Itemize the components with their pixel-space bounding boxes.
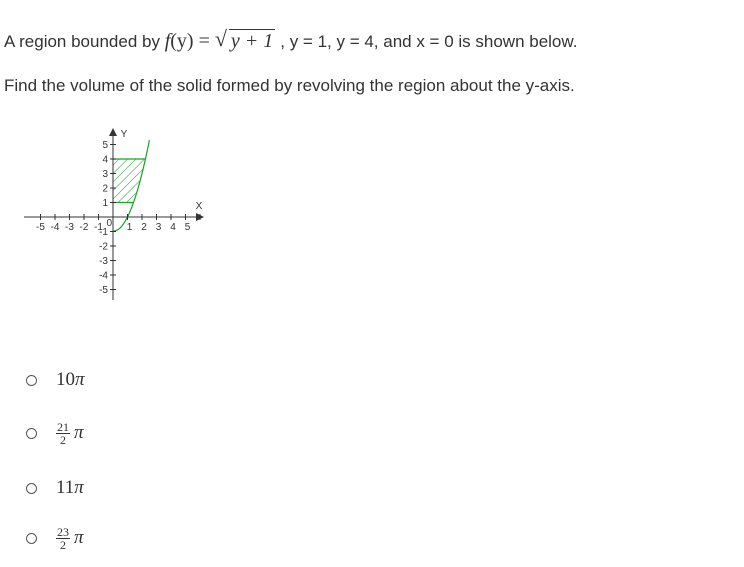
y-tick-label: -4: [99, 270, 108, 282]
x-tick-label: -5: [36, 222, 45, 233]
answer-option-3[interactable]: [26, 477, 84, 499]
option-value: [56, 421, 84, 446]
y-tick-label: 3: [102, 169, 108, 180]
answer-option-4[interactable]: [26, 526, 84, 551]
pi-symbol: π: [74, 477, 84, 498]
y-tick-label: -1: [99, 227, 108, 238]
pi-symbol: π: [75, 369, 85, 390]
x-tick-label: -3: [65, 222, 74, 233]
question-prefix: A region bounded by: [4, 32, 160, 51]
option-coefficient: 10: [56, 369, 75, 390]
question-line-1: [4, 28, 577, 55]
function-name: f: [164, 30, 171, 52]
option-fraction: [56, 421, 70, 446]
function-variable: (y): [170, 30, 194, 52]
function-expression: [164, 26, 281, 52]
option-fraction: [56, 526, 70, 551]
y-tick-label: 1: [102, 198, 108, 209]
radical-sign-icon: √: [214, 26, 227, 51]
x-tick-label: 2: [141, 222, 147, 233]
radio-button[interactable]: [26, 533, 37, 544]
answer-option-2[interactable]: [26, 421, 84, 446]
option-coefficient: 11: [56, 477, 75, 498]
y-tick-label: -3: [99, 256, 108, 267]
option-value: [56, 526, 84, 551]
radio-button[interactable]: [26, 375, 37, 386]
square-root: [215, 28, 275, 54]
y-axis-arrow-icon: [109, 128, 117, 136]
x-tick-label: -4: [50, 222, 60, 233]
option-value: [56, 477, 84, 499]
region-graph: [20, 122, 220, 302]
fraction-numerator: 23: [57, 525, 69, 539]
x-tick-label: -1: [94, 222, 103, 233]
x-tick-label: 5: [184, 222, 191, 233]
x-tick-label: 4: [170, 222, 176, 233]
fraction-denominator: 2: [60, 433, 66, 447]
x-tick-label: -2: [79, 222, 89, 233]
question-prompt: Find the volume of the solid formed by revolving the region about the y-axis.: [4, 76, 575, 95]
question-suffix: , y = 1, y = 4, and x = 0 is shown below.: [280, 32, 578, 51]
pi-symbol: π: [74, 421, 84, 443]
y-tick-label: -2: [99, 241, 108, 253]
y-axis-label: Y: [120, 129, 128, 140]
equals-sign: =: [198, 30, 210, 52]
radicand: y + 1: [230, 30, 274, 52]
y-tick-label: 4: [102, 154, 108, 166]
x-axis-label: X: [195, 201, 203, 212]
x-tick-label: 1: [126, 222, 133, 233]
y-tick-label: -5: [99, 285, 108, 296]
pi-symbol: π: [74, 526, 84, 548]
x-tick-label: 3: [155, 222, 162, 233]
radio-button[interactable]: [26, 483, 37, 494]
y-tick-label: 5: [102, 140, 108, 151]
option-value: [56, 369, 85, 391]
radio-button[interactable]: [26, 428, 37, 439]
fraction-numerator: 21: [57, 420, 69, 434]
fraction-denominator: 2: [60, 538, 66, 552]
origin-label: 0: [106, 218, 112, 229]
y-tick-label: 2: [102, 183, 108, 195]
answer-option-1[interactable]: [26, 369, 85, 391]
